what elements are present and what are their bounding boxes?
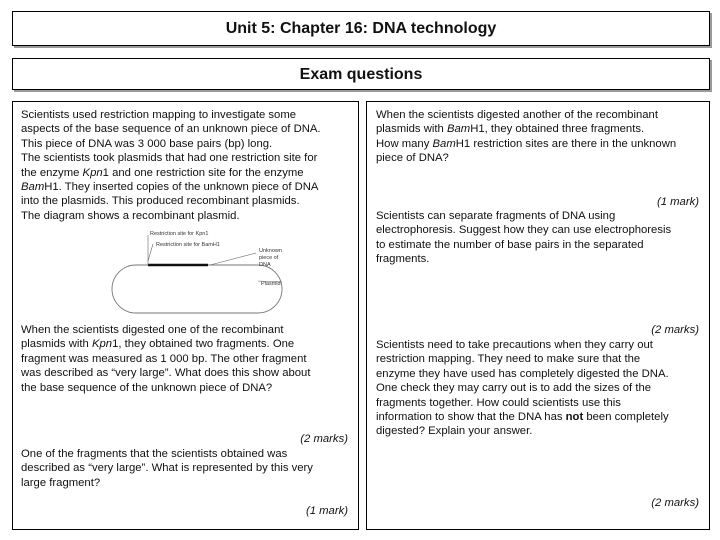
question-very-large-fragment xyxy=(21,447,313,490)
text-line: large fragment? xyxy=(21,476,101,489)
emphasis: Kpn xyxy=(91,338,113,351)
text-run: information to show that the DNA has xyxy=(376,411,566,424)
right-panel xyxy=(366,101,710,530)
text-run: How many xyxy=(376,137,433,150)
page-title: Unit 5: Chapter 16: DNA technology xyxy=(225,20,497,37)
mark-q5: (2 marks) xyxy=(651,324,699,336)
text-run: H1. They inserted copies of the unknown piece of DNA xyxy=(44,181,319,194)
kpn-site-label: Restriction site for Kpn1 xyxy=(150,231,209,237)
text-line: Scientists used restriction mapping to investigate some xyxy=(21,109,297,121)
bam-pointer xyxy=(148,244,153,261)
text-line: fragments together. How could scientists use this xyxy=(376,396,621,409)
text-line: digested? Explain your answer. xyxy=(376,425,533,438)
text-line: When the scientists digested another of the recombinant xyxy=(376,109,658,121)
text-line: Scientists can separate fragments of DNA using xyxy=(376,210,616,222)
text-line xyxy=(376,137,676,151)
text-line: fragments. xyxy=(376,253,430,266)
text-run: 1, they obtained two fragments. One xyxy=(112,338,295,351)
text-run: H1 restriction sites are there in the unknown xyxy=(455,137,677,150)
text-line xyxy=(21,180,321,194)
text-line: One of the fragments that the scientists obtained was xyxy=(21,448,288,460)
question-intro xyxy=(21,108,321,223)
emphasis: not xyxy=(565,411,584,424)
bam-site-label: Restriction site for BamH1 xyxy=(156,242,220,248)
plasmid-outline xyxy=(112,265,282,313)
text-line: electrophoresis. Suggest how they can use electrophoresis xyxy=(376,224,672,237)
text-line: fragment was measured as 1 000 bp. The other fragment xyxy=(21,352,307,365)
text-line: This piece of DNA was 3 000 base pairs (bp) long. xyxy=(21,137,273,150)
emphasis: Kpn xyxy=(82,166,103,179)
mark-q3: (1 mark) xyxy=(305,505,348,517)
text-line: piece of DNA? xyxy=(376,152,449,165)
recombinant-plasmid-diagram xyxy=(108,225,298,315)
question-digest-bam xyxy=(376,108,676,166)
text-line: was described as “very large”. What does this show about xyxy=(21,367,311,380)
text-line: One check they may carry out is to add the sizes of the xyxy=(376,382,652,395)
text-line xyxy=(376,122,676,136)
mark-q4: (1 mark) xyxy=(656,196,699,208)
emphasis: Bam xyxy=(446,123,471,136)
title-banner xyxy=(12,11,710,46)
text-line xyxy=(376,410,669,424)
text-line: Scientists need to take precautions when they carry out xyxy=(376,339,653,351)
section-title: Exam questions xyxy=(299,66,423,83)
text-line xyxy=(21,337,310,351)
text-run: plasmids with xyxy=(21,338,92,351)
left-panel xyxy=(12,101,359,530)
unknown-dna-label-1: Unknown xyxy=(259,248,282,254)
text-line: described as “very large”. What is represented by this very xyxy=(21,462,313,475)
unknown-pointer xyxy=(210,253,256,265)
text-line: to estimate the number of base pairs in the separated xyxy=(376,238,644,251)
subtitle-banner xyxy=(12,58,710,90)
text-line: enzyme they have used has completely digested the DNA. xyxy=(376,367,669,380)
text-run: the enzyme xyxy=(21,166,83,179)
text-line: restriction mapping. They need to make sure that the xyxy=(376,353,641,366)
text-line: the base sequence of the unknown piece of DNA? xyxy=(21,381,273,394)
mark-q6: (2 marks) xyxy=(651,497,699,509)
question-precautions xyxy=(376,338,669,439)
text-line: When the scientists digested one of the recombinant xyxy=(21,324,284,336)
text-run: H1, they obtained three fragments. xyxy=(470,123,645,136)
plasmid-label: Plasmid xyxy=(261,281,281,287)
mark-q2: (2 marks) xyxy=(300,433,348,445)
question-digest-kpn xyxy=(21,323,310,395)
text-run: plasmids with xyxy=(376,123,447,136)
text-line: aspects of the base sequence of an unknown piece of DNA. xyxy=(21,123,321,136)
unknown-dna-label-2: piece of xyxy=(259,255,279,261)
text-run: 1 and one restriction site for the enzyme xyxy=(102,166,304,179)
emphasis: Bam xyxy=(21,181,45,194)
question-electrophoresis xyxy=(376,209,671,267)
text-line: The scientists took plasmids that had one restriction site for xyxy=(21,152,318,165)
text-line: The diagram shows a recombinant plasmid. xyxy=(21,209,240,222)
text-line xyxy=(21,166,321,180)
text-line: into the plasmids. This produced recombinant plasmids. xyxy=(21,195,300,208)
text-run: been completely xyxy=(583,411,669,424)
emphasis: Bam xyxy=(432,137,456,150)
unknown-dna-label-3: DNA xyxy=(259,262,271,268)
